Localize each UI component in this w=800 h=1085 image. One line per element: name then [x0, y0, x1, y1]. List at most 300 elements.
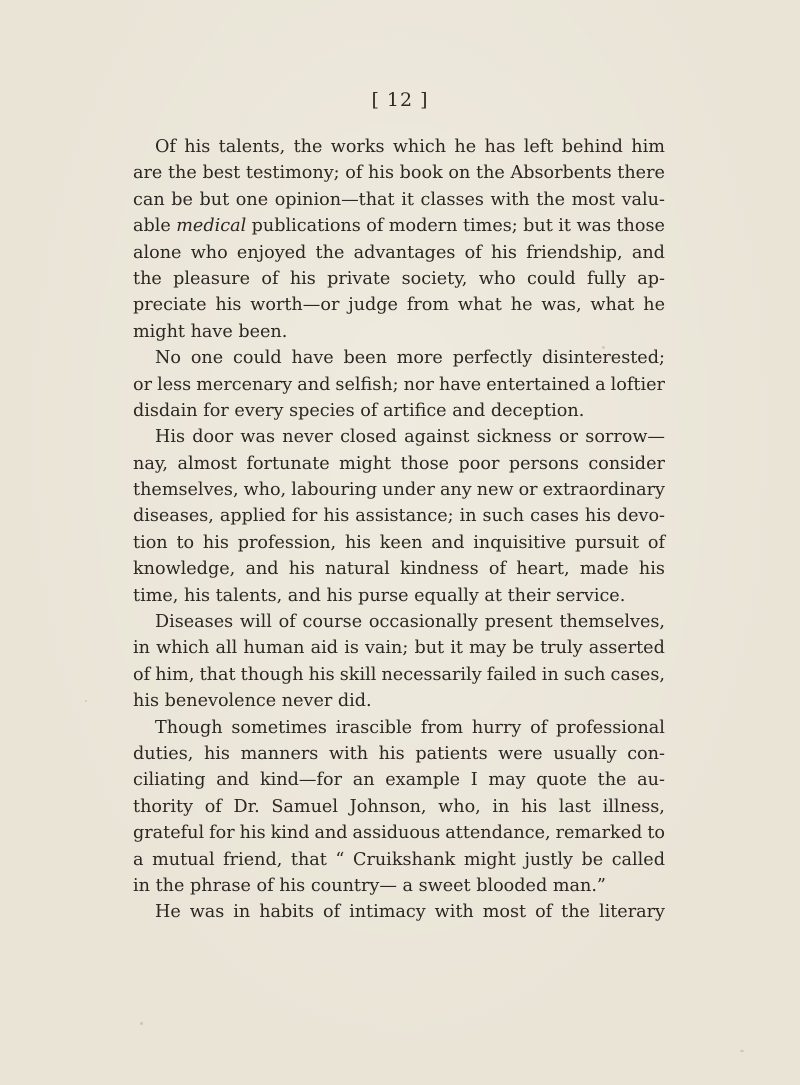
- text-word: equally: [414, 585, 479, 606]
- text-word: grateful: [133, 823, 205, 844]
- text-word: can: [133, 189, 165, 210]
- paper-speck: [85, 700, 87, 702]
- text-word: advantages: [353, 242, 456, 263]
- text-word: inquisitive: [473, 532, 567, 553]
- text-word: with: [490, 189, 530, 210]
- text-word: have: [291, 348, 334, 369]
- text-word: been: [343, 348, 387, 369]
- text-word: Dr.: [233, 796, 260, 817]
- text-word: it: [558, 216, 571, 237]
- text-word: his: [323, 506, 350, 527]
- text-word: could: [233, 348, 282, 369]
- text-word: be: [581, 849, 604, 870]
- text-word: ciliating: [133, 770, 206, 791]
- text-word: Johnson,: [349, 796, 427, 817]
- text-line: [133, 715, 665, 741]
- text-word: preciate: [133, 295, 207, 316]
- text-word: in: [459, 506, 477, 527]
- text-word: I: [470, 770, 478, 791]
- text-word: was: [189, 902, 225, 923]
- text-line: [133, 794, 665, 820]
- text-word: in: [133, 875, 150, 896]
- text-word: Of: [155, 137, 176, 157]
- text-word: his: [133, 691, 159, 712]
- text-word: worth—or: [250, 295, 340, 316]
- text-word: fully: [586, 268, 626, 289]
- text-word: knowledge,: [133, 559, 236, 580]
- text-word: devo-: [616, 506, 665, 527]
- text-word: but: [199, 189, 230, 210]
- text-word: may: [488, 770, 526, 791]
- text-line: [133, 767, 665, 793]
- text-line: [133, 635, 665, 661]
- text-word: mutual: [152, 849, 215, 870]
- text-word: is: [344, 638, 359, 659]
- text-word: were: [498, 743, 543, 764]
- text-word: could: [526, 268, 576, 289]
- text-word: in: [492, 796, 510, 817]
- text-line: [133, 503, 665, 529]
- text-line: [133, 319, 665, 345]
- text-word: it: [401, 189, 414, 210]
- text-word: of: [323, 902, 341, 923]
- text-word: the: [315, 242, 345, 263]
- text-word: “: [335, 849, 345, 870]
- text-word: his: [202, 532, 229, 553]
- text-word: have: [438, 374, 482, 395]
- text-word: nor: [403, 374, 434, 395]
- text-line: [133, 556, 665, 582]
- text-word: artifice: [382, 400, 447, 421]
- paper-speck: [602, 346, 605, 349]
- text-word: his: [215, 295, 242, 316]
- text-word: of: [488, 559, 507, 580]
- text-word: his: [521, 796, 548, 817]
- text-word: closed: [340, 427, 397, 448]
- text-word: been.: [238, 321, 288, 342]
- text-word: most: [482, 902, 527, 923]
- text-word: asserted: [588, 638, 665, 659]
- text-word: Cruikshank: [352, 849, 456, 870]
- text-word: may: [469, 638, 507, 659]
- text-word: failed: [486, 664, 537, 685]
- text-word: able: [133, 216, 171, 237]
- text-word: he: [643, 295, 665, 316]
- text-word: that: [290, 849, 327, 870]
- text-word: might: [133, 321, 185, 342]
- text-word: nay,: [133, 453, 169, 474]
- text-word: less: [157, 374, 192, 395]
- text-word: but: [414, 638, 445, 659]
- text-word: opinion—that: [274, 189, 395, 210]
- text-word: who: [478, 268, 516, 289]
- text-word: with: [328, 743, 369, 764]
- text-word: patients: [415, 743, 488, 764]
- text-word: who,: [243, 480, 287, 501]
- text-word: behind: [561, 137, 623, 157]
- text-word: to: [647, 823, 665, 844]
- text-word: those: [400, 453, 450, 474]
- text-word: necessarily: [381, 664, 482, 685]
- text-word: at: [484, 585, 502, 606]
- text-word: Absorbents: [510, 163, 612, 184]
- text-word: every: [234, 400, 284, 421]
- text-word: remarked: [555, 823, 643, 844]
- text-word: private: [327, 268, 391, 289]
- text-word: benevolence: [164, 691, 277, 712]
- text-word: mercenary: [196, 374, 293, 395]
- text-word: new: [476, 480, 514, 501]
- text-word: from: [406, 295, 450, 316]
- text-word: book: [399, 163, 443, 184]
- text-word: might: [339, 453, 392, 474]
- text-word: pleasure: [173, 268, 251, 289]
- text-word: attendance,: [445, 823, 551, 844]
- text-word: a: [595, 374, 606, 395]
- text-word: to: [176, 532, 195, 553]
- text-word: who,: [438, 796, 481, 817]
- text-word: manners: [240, 743, 319, 764]
- text-word: works: [330, 137, 385, 157]
- text-word: of: [204, 796, 222, 817]
- text-word: of: [464, 242, 482, 263]
- text-word: poor: [458, 453, 500, 474]
- text-word: of: [366, 216, 384, 237]
- text-word: his: [239, 823, 266, 844]
- text-word: and: [452, 400, 486, 421]
- text-word: of: [256, 875, 274, 896]
- text-word: will: [239, 612, 272, 633]
- text-word: cases: [530, 506, 579, 527]
- text-word: enjoyed: [236, 242, 307, 263]
- text-line: [133, 873, 665, 899]
- text-word: aid: [310, 638, 339, 659]
- text-word: such: [563, 664, 606, 685]
- text-word: assiduous: [352, 823, 441, 844]
- text-word: from: [420, 717, 464, 738]
- text-word: be: [171, 189, 193, 210]
- text-word: truly: [540, 638, 583, 659]
- text-word: blooded: [476, 875, 548, 896]
- text-word: did.: [337, 691, 372, 712]
- text-word: which: [392, 137, 447, 157]
- text-word: valu-: [621, 189, 665, 210]
- text-word: Diseases: [155, 612, 234, 633]
- text-word: labouring: [291, 480, 378, 501]
- text-word: his: [490, 242, 517, 263]
- text-word: keen: [379, 532, 423, 553]
- text-word: he: [454, 137, 477, 157]
- text-word: human: [243, 638, 305, 659]
- text-word: ap-: [637, 268, 665, 289]
- text-word: publications: [251, 216, 361, 237]
- text-word: his: [184, 137, 211, 157]
- text-word: sweet: [418, 875, 471, 896]
- text-word: persons: [508, 453, 579, 474]
- text-word: and: [631, 242, 665, 263]
- text-word: most: [571, 189, 615, 210]
- text-word: literary: [598, 902, 665, 923]
- text-word: the: [597, 770, 627, 791]
- text-word: his: [326, 585, 353, 606]
- text-word: of: [530, 717, 548, 738]
- text-word: and: [245, 559, 279, 580]
- text-word: Samuel: [271, 796, 338, 817]
- text-word: medical: [176, 216, 247, 237]
- text-word: for: [291, 506, 318, 527]
- text-line: [133, 292, 665, 318]
- paper-speck: [740, 1050, 744, 1052]
- text-word: in: [133, 638, 150, 659]
- text-word: his: [378, 743, 405, 764]
- text-word: left: [523, 137, 554, 157]
- text-word: which: [156, 638, 210, 659]
- text-word: was,: [541, 295, 582, 316]
- text-word: friendship,: [526, 242, 623, 263]
- text-word: society,: [401, 268, 468, 289]
- page-number: [ 12 ]: [371, 89, 429, 111]
- text-word: thority: [133, 796, 194, 817]
- text-word: the: [155, 875, 185, 896]
- text-word: perfectly: [452, 348, 533, 369]
- text-word: more: [396, 348, 443, 369]
- text-line: [133, 477, 665, 503]
- text-word: disdain: [133, 400, 198, 421]
- text-word: example: [385, 770, 461, 791]
- text-line: [133, 398, 665, 424]
- text-word: has: [484, 137, 516, 157]
- text-word: what: [457, 295, 502, 316]
- text-word: though: [240, 664, 304, 685]
- text-word: vain;: [364, 638, 409, 659]
- text-word: his: [584, 506, 611, 527]
- text-word: natural: [325, 559, 390, 580]
- text-word: his: [368, 163, 394, 184]
- text-line: [133, 583, 665, 609]
- text-line: [133, 530, 665, 556]
- text-word: of: [261, 268, 279, 289]
- text-word: Though: [155, 717, 223, 738]
- text-word: sickness: [476, 427, 552, 448]
- text-word: assistance;: [355, 506, 454, 527]
- text-word: species: [289, 400, 355, 421]
- text-word: a: [402, 875, 414, 896]
- text-line: [133, 820, 665, 846]
- text-line: [133, 847, 665, 873]
- text-word: the: [561, 902, 590, 923]
- text-word: he: [510, 295, 533, 316]
- text-word: time,: [133, 585, 179, 606]
- text-word: service.: [556, 585, 626, 606]
- text-word: be: [512, 638, 535, 659]
- text-word: cases,: [610, 664, 665, 685]
- text-line: [133, 372, 665, 398]
- text-word: He: [155, 902, 181, 923]
- text-word: of: [535, 902, 553, 923]
- text-line: [133, 451, 665, 477]
- text-word: but: [523, 216, 553, 237]
- text-word: almost: [177, 453, 237, 474]
- text-word: occasionally: [368, 612, 478, 633]
- text-word: never: [282, 427, 333, 448]
- text-word: of: [345, 163, 363, 184]
- text-word: No: [155, 348, 181, 369]
- text-word: phrase: [189, 875, 251, 896]
- text-word: friend,: [223, 849, 283, 870]
- text-word: his: [288, 559, 315, 580]
- text-word: the: [167, 163, 197, 184]
- text-word: con-: [627, 743, 665, 764]
- text-word: last: [558, 796, 591, 817]
- text-word: times;: [462, 216, 518, 237]
- text-line: [133, 741, 665, 767]
- text-word: habits: [259, 902, 315, 923]
- text-word: for: [203, 400, 229, 421]
- body-text: [133, 134, 665, 926]
- text-word: in: [233, 902, 251, 923]
- text-word: of: [360, 400, 378, 421]
- text-word: justly: [524, 849, 573, 870]
- text-word: kindness: [400, 559, 479, 580]
- text-line: [133, 213, 665, 239]
- text-word: there: [617, 163, 665, 184]
- text-word: any: [439, 480, 472, 501]
- text-word: it: [450, 638, 463, 659]
- text-word: his: [279, 875, 306, 896]
- text-word: one: [235, 189, 269, 210]
- text-word: diseases,: [133, 506, 214, 527]
- text-word: such: [482, 506, 525, 527]
- text-word: usually: [553, 743, 617, 764]
- text-word: of: [647, 532, 665, 553]
- text-word: was: [576, 216, 612, 237]
- text-word: intimacy: [349, 902, 426, 923]
- text-word: judge: [348, 295, 398, 316]
- text-word: or: [559, 427, 579, 448]
- text-word: course: [302, 612, 363, 633]
- text-word: country—: [310, 875, 397, 896]
- text-word: consider: [588, 453, 665, 474]
- text-word: the: [536, 189, 566, 210]
- paper-speck: [140, 1022, 143, 1025]
- text-word: those: [616, 216, 665, 237]
- text-word: alone: [133, 242, 182, 263]
- text-word: their: [507, 585, 551, 606]
- text-word: themselves,: [133, 480, 239, 501]
- text-word: and: [314, 823, 348, 844]
- text-word: sometimes: [231, 717, 327, 738]
- text-word: him: [631, 137, 665, 157]
- text-word: applied: [219, 506, 286, 527]
- text-word: was: [240, 427, 275, 448]
- text-line: [133, 266, 665, 292]
- text-word: an: [352, 770, 375, 791]
- text-word: who: [190, 242, 228, 263]
- text-word: are: [133, 163, 163, 184]
- text-word: loftier: [610, 374, 665, 395]
- text-word: selfish;: [335, 374, 399, 395]
- text-word: all: [215, 638, 238, 659]
- text-word: themselves,: [559, 612, 665, 633]
- text-word: duties,: [133, 743, 194, 764]
- text-word: under: [382, 480, 435, 501]
- text-line: [133, 662, 665, 688]
- text-word: his: [203, 743, 230, 764]
- text-word: his: [308, 664, 335, 685]
- text-word: man.”: [552, 875, 606, 896]
- text-word: His: [155, 427, 185, 448]
- text-word: one: [190, 348, 224, 369]
- text-word: his: [344, 532, 371, 553]
- text-line: [133, 240, 665, 266]
- text-line: [133, 688, 665, 714]
- text-word: deception.: [490, 400, 585, 421]
- text-word: in: [541, 664, 559, 685]
- text-word: best: [202, 163, 241, 184]
- text-word: against: [404, 427, 470, 448]
- text-word: his: [289, 268, 316, 289]
- text-line: [133, 899, 665, 925]
- text-word: his: [183, 585, 210, 606]
- text-line: [133, 424, 665, 450]
- text-word: might: [463, 849, 516, 870]
- text-word: the: [133, 268, 162, 289]
- text-word: quote: [536, 770, 587, 791]
- text-line: [133, 345, 665, 371]
- text-word: talents,: [215, 585, 283, 606]
- text-word: modern: [388, 216, 458, 237]
- text-word: door: [192, 427, 234, 448]
- text-line: [133, 187, 665, 213]
- text-word: him,: [155, 664, 195, 685]
- text-word: that: [199, 664, 236, 685]
- text-word: never: [281, 691, 333, 712]
- text-word: the: [476, 163, 505, 184]
- text-word: sorrow—: [585, 427, 665, 448]
- text-word: hurry: [471, 717, 522, 738]
- text-word: on: [448, 163, 471, 184]
- text-word: of: [133, 664, 151, 685]
- text-word: entertained: [486, 374, 591, 395]
- text-word: professional: [556, 717, 665, 738]
- text-word: testimony;: [245, 163, 340, 184]
- text-word: heart,: [516, 559, 570, 580]
- text-word: made: [579, 559, 629, 580]
- text-word: profession,: [237, 532, 337, 553]
- text-word: and: [297, 374, 331, 395]
- text-word: au-: [637, 770, 665, 791]
- text-word: and: [287, 585, 321, 606]
- text-word: have: [190, 321, 233, 342]
- text-line: [133, 160, 665, 186]
- text-word: and: [431, 532, 465, 553]
- text-word: called: [611, 849, 665, 870]
- text-word: present: [484, 612, 553, 633]
- text-word: illness,: [602, 796, 665, 817]
- text-word: pursuit: [575, 532, 640, 553]
- text-word: kind—for: [260, 770, 343, 791]
- text-word: tion: [133, 532, 168, 553]
- text-word: with: [434, 902, 474, 923]
- text-word: irascible: [335, 717, 413, 738]
- text-word: of: [278, 612, 296, 633]
- text-word: what: [590, 295, 635, 316]
- text-word: or: [518, 480, 538, 501]
- text-line: [133, 134, 665, 160]
- text-word: purse: [358, 585, 409, 606]
- text-word: kind: [270, 823, 310, 844]
- text-word: his: [638, 559, 665, 580]
